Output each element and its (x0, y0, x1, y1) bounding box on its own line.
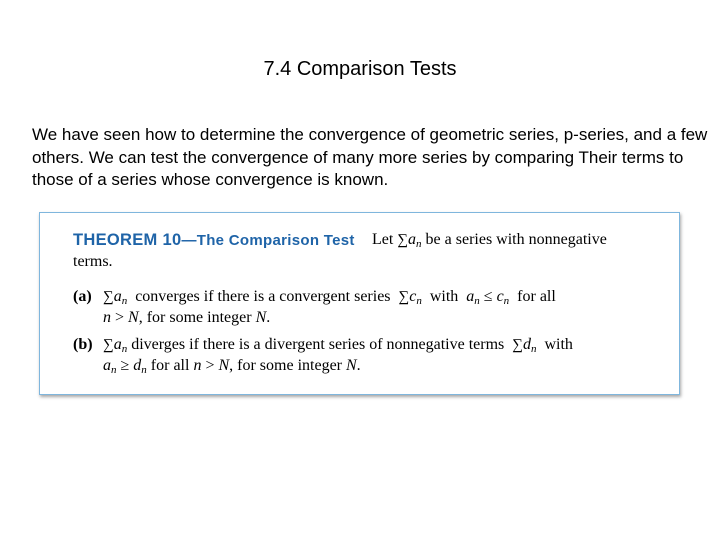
sigma-symbol: ∑ (397, 232, 409, 248)
var-N: N (218, 357, 230, 374)
var-c: c (496, 288, 504, 305)
var-N: N (346, 357, 357, 374)
sigma-symbol: ∑ (512, 337, 523, 353)
theorem-statement (372, 230, 607, 250)
let-rest: be a series with nonnegative (425, 231, 607, 248)
slide-title: 7.4 Comparison Tests (263, 58, 457, 80)
sub-n: n (503, 295, 510, 307)
theorem-name: —The Comparison Test (181, 232, 355, 249)
sigma-symbol: ∑ (103, 289, 114, 305)
var-N: N (255, 309, 267, 326)
le-symbol: ≤ (483, 288, 493, 305)
sub-n: n (121, 295, 128, 307)
var-a: a (103, 357, 111, 374)
var-a: a (466, 288, 475, 305)
part-b-label: (b) (73, 336, 93, 353)
part-a-with: with (429, 288, 459, 305)
part-a-line-1 (73, 287, 556, 307)
theorem-heading (73, 230, 355, 251)
sub-n: n (141, 364, 147, 376)
var-n: n (193, 357, 202, 374)
sub-n: n (416, 295, 422, 307)
let-word: Let (372, 231, 394, 248)
gt-symbol: > (115, 309, 125, 326)
sub-n: n (530, 343, 537, 355)
var-a: a (408, 231, 417, 248)
part-b-for-all: for all (150, 357, 190, 374)
terms-line (73, 252, 113, 272)
terms-word: terms. (73, 253, 113, 270)
theorem-label: THEOREM 10 (73, 231, 182, 249)
sub-n: n (416, 238, 422, 250)
part-a-label: (a) (73, 288, 92, 305)
var-c: c (409, 288, 417, 305)
part-a-line-2 (103, 308, 270, 328)
part-a-text-4: , for some integer (138, 309, 252, 326)
part-b-with: with (544, 336, 573, 353)
gt-symbol: > (205, 357, 215, 374)
part-b-line-2 (103, 356, 361, 376)
sub-n: n (474, 295, 480, 307)
var-d: d (133, 357, 142, 374)
var-N: N (128, 309, 139, 326)
ge-symbol: ≥ (120, 357, 130, 374)
sub-n: n (121, 343, 128, 355)
part-b-text-4: , for some integer (229, 357, 342, 374)
sigma-symbol: ∑ (103, 337, 114, 353)
intro-paragraph: We have seen how to determine the convergence of geometric series, p-series, and a few others. We can test the convergence of many more series by comparing Their terms to those of a series whose convergence is known. (32, 125, 708, 189)
period: . (266, 309, 271, 326)
sigma-symbol: ∑ (398, 289, 410, 305)
var-n: n (103, 309, 111, 326)
part-b-text-1: diverges if there is a divergent series of nonnegative terms (131, 336, 505, 353)
var-a: a (113, 288, 122, 305)
part-b-line-1 (73, 335, 573, 355)
var-a: a (113, 336, 122, 353)
var-d: d (522, 336, 531, 353)
sub-n: n (111, 364, 117, 376)
part-a-for-all: for all (517, 288, 556, 305)
period: . (356, 357, 361, 374)
part-a-text-1: converges if there is a convergent series (135, 288, 391, 305)
theorem-box (39, 212, 680, 395)
